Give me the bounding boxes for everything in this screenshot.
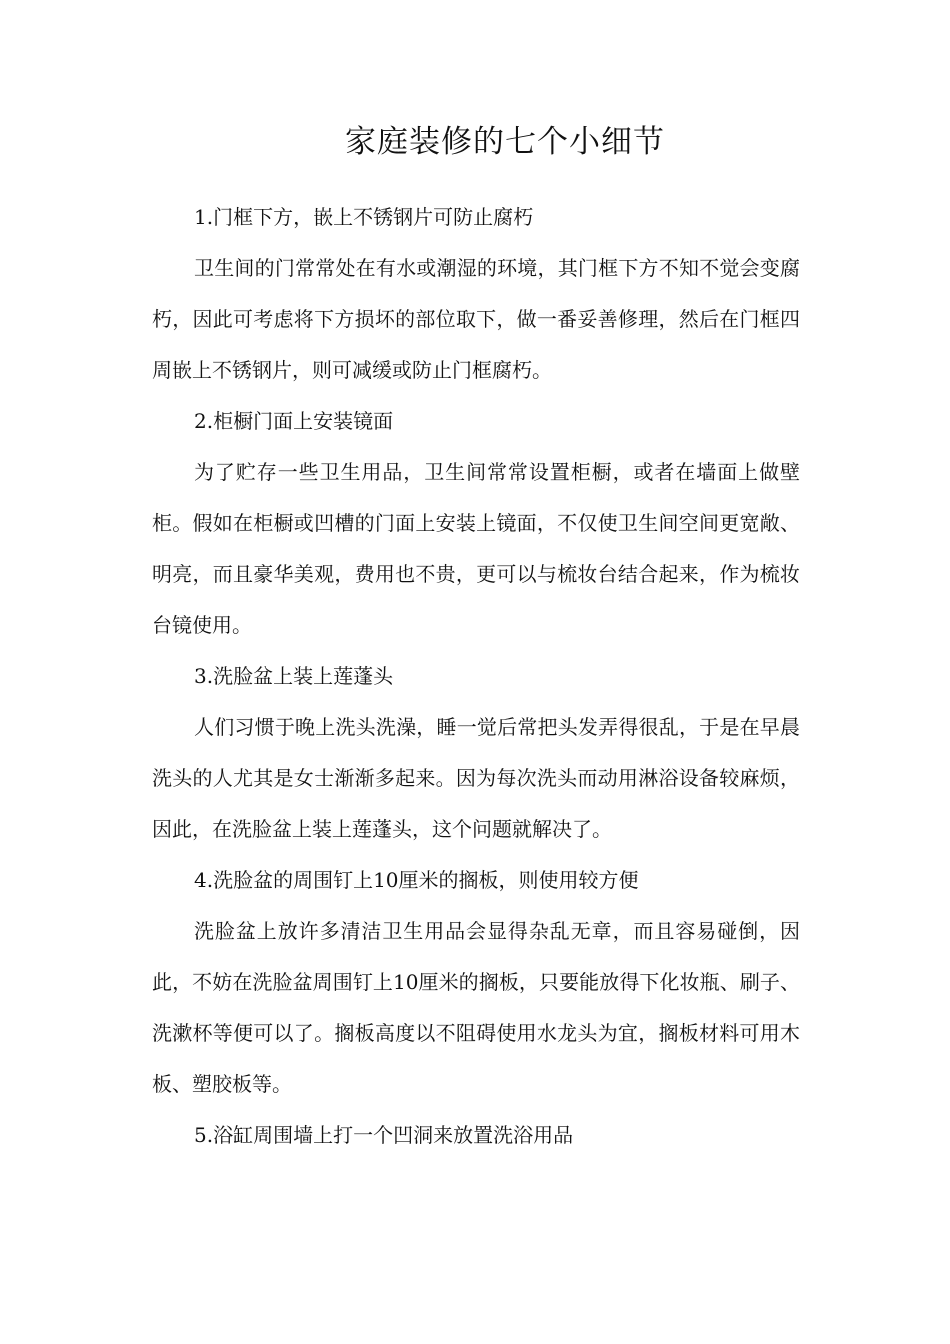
body-paragraph-2: 为了贮存一些卫生用品，卫生间常常设置柜橱，或者在墙面上做壁柜。假如在柜橱或凹槽的门面上安装上镜面，不仅使卫生间空间更宽敞、明亮，而且豪华美观，费用也不贵，更可以与梳妆台结合起来，作为梳妆台镜使用。: [152, 460, 800, 637]
body-paragraph-3: 人们习惯于晚上洗头洗澡，睡一觉后常把头发弄得很乱，于是在早晨洗头的人尤其是女士渐渐多起来。因为每次洗头而动用淋浴设备较麻烦，因此，在洗脸盆上装上莲蓬头，这个问题就解决了。: [152, 715, 800, 841]
document-title: 家庭装修的七个小细节: [345, 124, 665, 160]
section-heading-5: 5.浴缸周围墙上打一个凹洞来放置洗浴用品: [194, 1123, 574, 1147]
body-paragraph-1: 卫生间的门常常处在有水或潮湿的环境，其门框下方不知不觉会变腐朽，因此可考虑将下方损坏的部位取下，做一番妥善修理，然后在门框四周嵌上不锈钢片，则可减缓或防止门框腐朽。: [152, 256, 800, 382]
section-heading-3: 3.洗脸盆上装上莲蓬头: [194, 664, 394, 688]
body-paragraph-4: 洗脸盆上放许多清洁卫生用品会显得杂乱无章，而且容易碰倒，因此，不妨在洗脸盆周围钉上10厘米的搁板，只要能放得下化妆瓶、刷子、洗漱杯等便可以了。搁板高度以不阻碍使用水龙头为宜，搁板材料可用木板、塑胶板等。: [152, 919, 800, 1096]
section-heading-2: 2.柜橱门面上安装镜面: [194, 409, 394, 433]
section-heading-1: 1.门框下方，嵌上不锈钢片可防止腐朽: [194, 205, 534, 229]
section-heading-4: 4.洗脸盆的周围钉上10厘米的搁板，则使用较方便: [194, 868, 639, 892]
document-body: [152, 192, 800, 1161]
